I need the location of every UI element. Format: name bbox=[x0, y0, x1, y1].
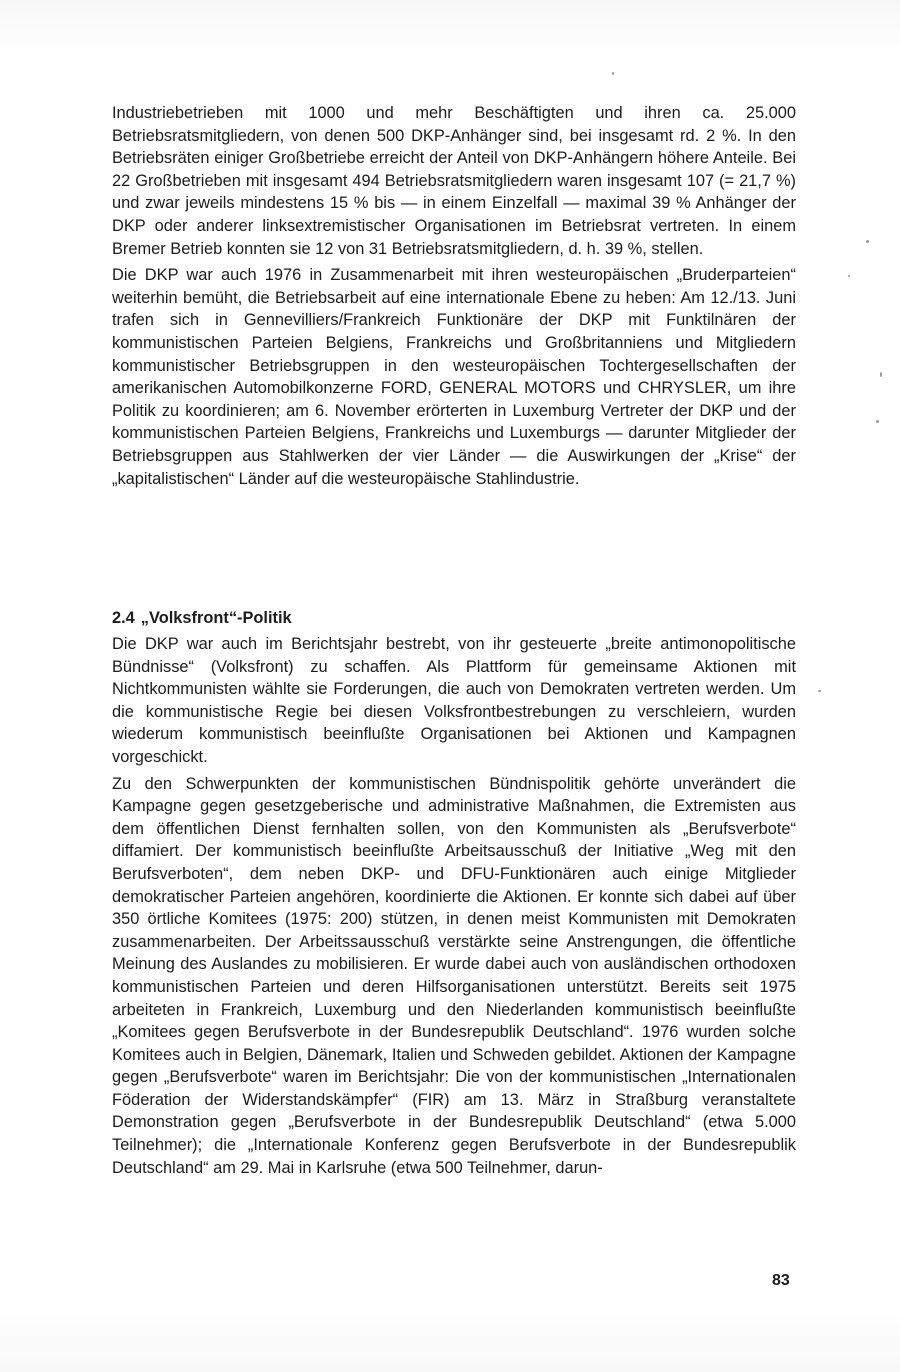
body-text-block-2 bbox=[112, 633, 796, 1179]
section-number: 2.4 bbox=[112, 609, 135, 627]
paragraph-works-councils: Industriebetrieben mit 1000 und mehr Beschäftigten und ihren ca. 25.000 Betriebsratsmitgliedern, von denen 500 DKP-Anhänger sind, bei insgesamt rd. 2 %. In den Betriebsräten einiger Großbetriebe erreicht der Anteil von DKP-Anhängern höhere Anteile. Bei 22 Großbetrieben mit insgesamt 494 Betriebsratsmitgliedern waren insgesamt 107 (= 21,7 %) und zwar jeweils mindestens 15 % bis — in einem Einzelfall — maximal 39 % Anhänger der DKP oder anderer linksextremistischer Organisationen im Betriebsrat vertreten. In einem Bremer Betrieb konnten sie 12 von 31 Betriebsratsmitgliedern, d. h. 39 %, stellen. bbox=[112, 104, 796, 258]
scan-speck bbox=[848, 275, 850, 277]
paragraph-popular-front: Die DKP war auch im Berichtsjahr bestrebt, von ihr gesteuerte „breite antimonopolitische Bündnisse“ (Volksfront) zu schaffen. Als Plattform für gemeinsame Aktionen mit Nichtkommunisten wählte sie Forderungen, die auch von Demokraten vertreten werden. Um die kommunistische Regie bei diesen Volksfrontbestrebungen zu verschleiern, wurden wiederum kommunistisch beeinflußte Organisationen bei Aktionen und Kampagnen vorgeschickt. bbox=[112, 635, 796, 766]
scan-speck bbox=[818, 690, 821, 692]
section-heading bbox=[112, 607, 292, 630]
body-text-block-1 bbox=[112, 102, 796, 490]
paragraph-berufsverbote-campaign: Zu den Schwerpunkten der kommunistischen Bündnispolitik gehörte unverändert die Kampagne gegen gesetzgeberische und administrative Maßnahmen, die Extremisten aus dem öffentlichen Dienst fernhalten sollen, von den Kommunisten als „Berufsverbote“ diffamiert. Der kommunistisch beeinflußte Arbeitsausschuß der Initiative „Weg mit den Berufsverboten“, dem neben DKP- und DFU-Funktionären auch einige Mitglieder demokratischer Parteien angehören, koordinierte die Aktionen. Er konnte sich dabei auf über 350 örtliche Komitees (1975: 200) stützen, in denen meist Kommunisten mit Demokraten zusammenarbeiten. Der Arbeitssausschuß verstärkte seine Anstrengungen, die öffentliche Meinung des Auslandes zu mobilisieren. Er wurde dabei auch von ausländischen orthodoxen kommunistischen Parteien und deren Hilfsorganisationen unterstützt. Bereits seit 1975 arbeiteten in Frankreich, Luxemburg und den Niederlanden kommunistisch beeinflußte „Komitees gegen Berufsverbote in der Bundesrepublik Deutschland“. 1976 wurden solche Komitees auch in Belgien, Dänemark, Italien und Schweden gebildet. Aktionen der Kampagne gegen „Berufsverbote“ waren im Berichtsjahr: Die von der kommunistischen „Internationalen Föderation der Widerstandskämpfer“ (FIR) am 13. März in Straßburg veranstaltete Demonstration gegen „Berufsverbote in der Bundesrepublik Deutschland“ (etwa 5.000 Teilnehmer); die „Internationale Konferenz gegen Berufsverbote in der Bundesrepublik Deutschland“ am 29. Mai in Karlsruhe (etwa 500 Teilnehmer, darun- bbox=[112, 774, 796, 1177]
paragraph-international-cooperation: Die DKP war auch 1976 in Zusammenarbeit mit ihren westeuropäischen „Bruderparteien“ weiterhin bemüht, die Betriebsarbeit auf eine internationale Ebene zu heben: Am 12./13. Juni trafen sich in Gennevilliers/Frankreich Funktionäre der DKP mit Funktilnären der kommunistischen Parteien Belgiens, Frankreichs und Großbritanniens und Mitgliedern kommunistischer Betriebsgruppen in den westeuropäischen Tochtergesellschaften der amerikanischen Automobilkonzerne FORD, GENERAL MOTORS und CHRYSLER, um ihre Politik zu koordinieren; am 6. November erörterten in Luxemburg Vertreter der DKP und der kommunistischen Parteien Belgiens, Frankreichs und Luxemburgs — darunter Mitglieder der Betriebsgruppen aus Stahlwerken der vier Länder — die Auswirkungen der „Krise“ der „kapitalistischen“ Länder auf die westeuropäische Stahlindustrie. bbox=[112, 266, 796, 488]
section-title: „Volksfront“-Politik bbox=[140, 609, 292, 627]
scan-speck bbox=[880, 372, 882, 377]
page-number: 83 bbox=[772, 1272, 790, 1289]
scan-speck bbox=[876, 420, 879, 423]
scan-speck bbox=[612, 72, 614, 75]
scan-speck bbox=[866, 240, 869, 243]
